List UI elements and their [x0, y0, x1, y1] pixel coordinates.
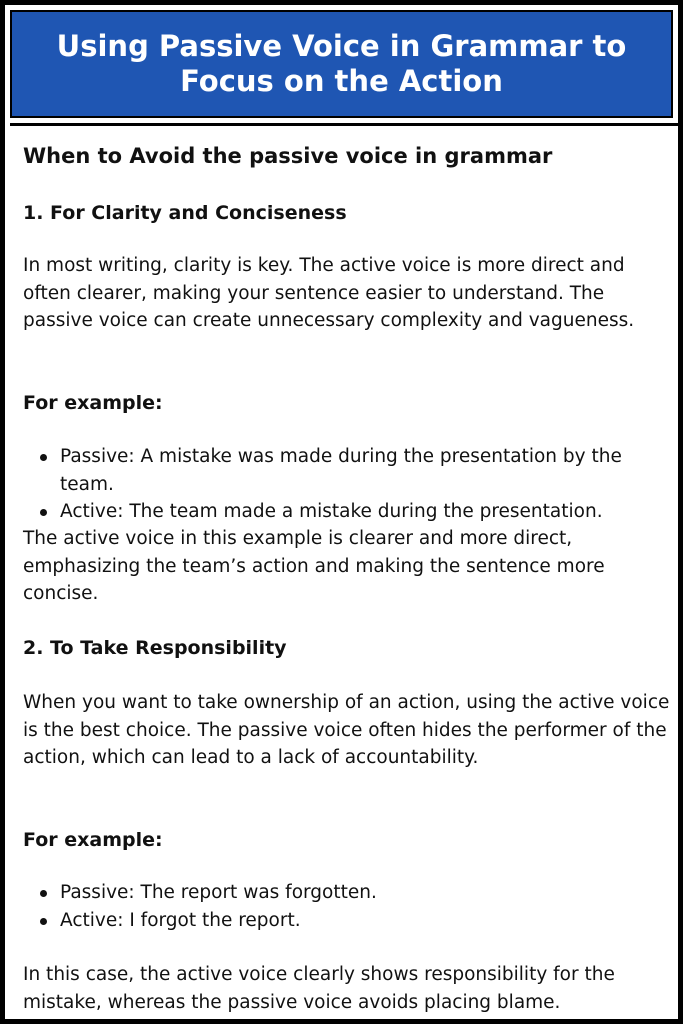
section-1-example-label: For example:	[23, 392, 163, 414]
section-1-example-list	[23, 443, 671, 526]
bullet-text: Active: I forgot the report.	[60, 909, 301, 931]
bullet-dot-icon	[40, 454, 47, 461]
article-heading: When to Avoid the passive voice in grammar	[23, 144, 553, 168]
title-banner	[10, 10, 673, 118]
section-1-intro: In most writing, clarity is key. The active voice is more direct and often clearer, making your sentence easier to understand. The passive voice can create unnecessary complexity and vagueness.	[23, 255, 635, 331]
section-2-intro: When you want to take ownership of an action, using the active voice is the best choice. The passive voice often hides the performer of the action, which can lead to a lack of accountability.	[23, 692, 670, 768]
section-1-active-example	[23, 498, 671, 526]
bullet-text: Passive: A mistake was made during the presentation by the team.	[60, 446, 622, 495]
section-1-passive-example	[23, 443, 671, 498]
section-2-passive-example	[23, 879, 671, 907]
section-1-conclusion: The active voice in this example is clearer and more direct, emphasizing the team’s action and making the sentence more concise.	[23, 528, 605, 604]
section-1-title: 1. For Clarity and Conciseness	[23, 202, 347, 224]
bullet-dot-icon	[40, 890, 47, 897]
title-divider	[10, 123, 683, 126]
page-title: Using Passive Voice in Grammar to Focus on the Action	[56, 29, 627, 98]
section-2-example-list	[23, 879, 671, 934]
section-2-example-label: For example:	[23, 829, 163, 851]
bullet-dot-icon	[40, 509, 47, 516]
section-2-title: 2. To Take Responsibility	[23, 637, 287, 659]
section-2-active-example	[23, 907, 671, 935]
section-2-conclusion: In this case, the active voice clearly shows responsibility for the mistake, whereas the passive voice avoids placing blame.	[23, 964, 615, 1013]
bullet-dot-icon	[40, 918, 47, 925]
bullet-text: Passive: The report was forgotten.	[60, 882, 377, 903]
bullet-text: Active: The team made a mistake during the presentation.	[60, 501, 603, 522]
